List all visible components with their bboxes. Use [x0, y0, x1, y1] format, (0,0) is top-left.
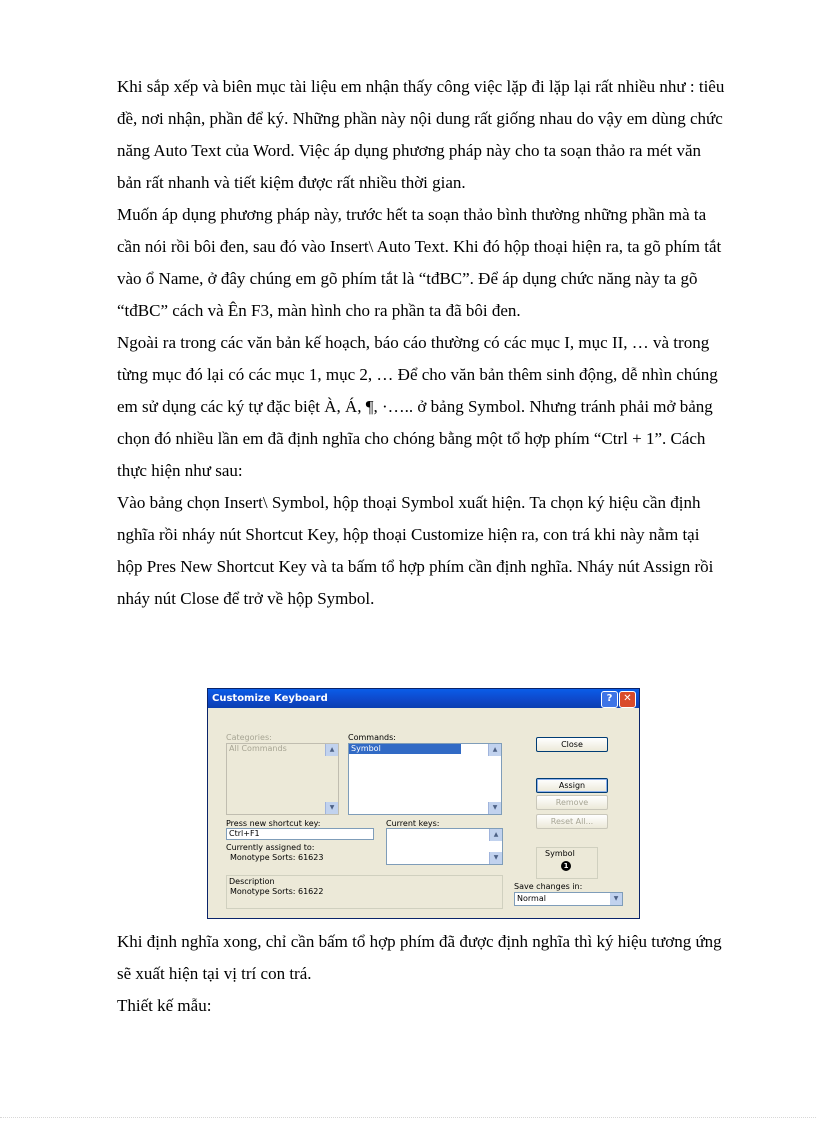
dialog-title: Customize Keyboard — [212, 693, 328, 704]
scroll-down-icon[interactable]: ▼ — [488, 802, 501, 814]
help-icon[interactable]: ? — [601, 691, 618, 708]
scroll-down-icon: ▼ — [325, 802, 338, 814]
current-keys-list[interactable] — [386, 828, 503, 865]
description-value: Monotype Sorts: 61622 — [230, 887, 324, 896]
currently-assigned-value: Monotype Sorts: 61623 — [230, 853, 324, 862]
list-item: All Commands — [229, 744, 287, 753]
symbol-glyph: 1 — [561, 861, 571, 871]
page-footer-divider — [0, 1117, 816, 1118]
scroll-up-icon: ▲ — [325, 744, 338, 756]
reset-all-button[interactable]: Reset All... — [536, 814, 608, 829]
categories-list — [226, 743, 339, 815]
paragraph: Khi sắp xếp và biên mục tài liệu em nhận thấy công việc lặp đi lặp lại rất nhiều như : tiêu đề, nơi nhận, phần để ký. Những phần này nội dung rất giống nhau do vậy em dùng chức năng Auto Text của Word. Việc áp dụng phương pháp này cho ta soạn thảo ra mét văn bản rất nhanh và tiết kiệm được rất nhiều thời gian. — [117, 77, 725, 192]
description-label: Description — [229, 877, 275, 886]
categories-label: Categories: — [226, 733, 272, 742]
dialog-titlebar — [208, 689, 639, 708]
close-button[interactable]: Close — [536, 737, 608, 752]
paragraph: Ngoài ra trong các văn bản kế hoạch, báo cáo thường có các mục I, mục II, … và trong từng mục đó lại có các mục 1, mục 2, … Để cho văn bản thêm sinh động, dễ nhìn chúng em sử dụng các ký tự đặc biệt À, Á, ¶, ·….. ở bảng Symbol. Nhưng tránh phải mở bảng chọn đó nhiều lần em đã định nghĩa cho chóng bằng một tổ hợp phím “Ctrl + 1”. Cách thực hiện như sau: — [117, 333, 718, 480]
save-changes-select[interactable] — [514, 892, 623, 906]
paragraph: Thiết kế mẫu: — [117, 996, 212, 1015]
currently-assigned-label: Currently assigned to: — [226, 843, 315, 852]
symbol-label: Symbol — [545, 849, 575, 858]
scroll-down-icon[interactable]: ▼ — [489, 852, 502, 864]
paragraph: Muốn áp dụng phương pháp này, trước hết ta soạn thảo bình thường những phần mà ta cần nói rồi bôi đen, sau đó vào Insert\ Auto Text. Khi đó hộp thoại hiện ra, ta gõ phím tắt vào ổ Name, ở đây chúng em gõ phím tắt là “tđBC”. Để áp dụng chức năng này ta gõ “tđBC” cách và Ên F3, màn hình cho ra phần ta đã bôi đen. — [117, 205, 722, 320]
current-keys-label: Current keys: — [386, 819, 440, 828]
close-icon[interactable]: ✕ — [619, 691, 636, 708]
description-box — [226, 875, 503, 909]
commands-label: Commands: — [348, 733, 396, 742]
scroll-up-icon[interactable]: ▲ — [489, 829, 502, 841]
body-text-bottom — [117, 926, 727, 1022]
paragraph: Khi định nghĩa xong, chỉ cần bấm tổ hợp phím đã được định nghĩa thì ký hiệu tương ứng sẽ xuất hiện tại vị trí con trá. — [117, 932, 722, 983]
chevron-down-icon[interactable]: ▼ — [610, 893, 622, 905]
customize-keyboard-dialog-image — [207, 688, 640, 919]
assign-button[interactable]: Assign — [536, 778, 608, 793]
scroll-up-icon[interactable]: ▲ — [488, 744, 501, 756]
save-changes-value: Normal — [517, 894, 546, 903]
list-item-selected[interactable]: Symbol — [349, 744, 461, 754]
symbol-preview-box — [536, 847, 598, 879]
body-text-top — [117, 71, 727, 615]
paragraph: Vào bảng chọn Insert\ Symbol, hộp thoại Symbol xuất hiện. Ta chọn ký hiệu cần định nghĩa rồi nháy nút Shortcut Key, hộp thoại Customize hiện ra, con trá khi này nằm tại hộp Pres New Shortcut Key và ta bấm tổ hợp phím cần định nghĩa. Nháy nút Assign rồi nháy nút Close để trở về hộp Symbol. — [117, 493, 714, 608]
shortcut-key-input[interactable]: Ctrl+F1 — [226, 828, 374, 840]
remove-button[interactable]: Remove — [536, 795, 608, 810]
save-changes-label: Save changes in: — [514, 882, 583, 891]
commands-list[interactable] — [348, 743, 502, 815]
press-new-shortcut-label: Press new shortcut key: — [226, 819, 321, 828]
